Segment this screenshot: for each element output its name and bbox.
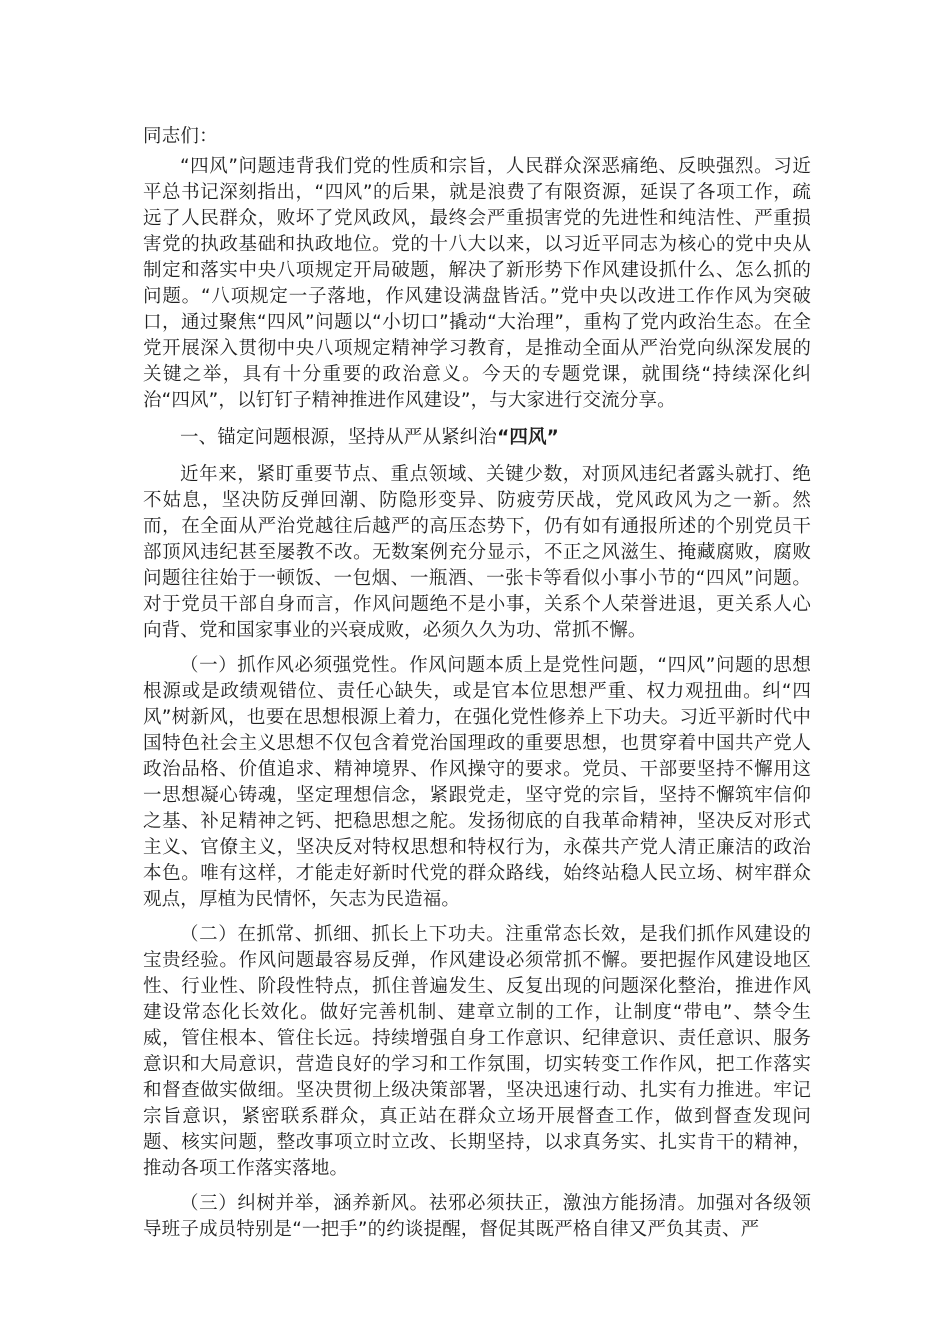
section-1-paragraph: 近年来，紧盯重要节点、重点领域、关键少数，对顶风违纪者露头就打、绝不姑息，坚决防反弹回潮、防隐形变异、防疲劳厌战，党风政风为之一新。然而，在全面从严治党越往后越严的高压态势下，仍有如有通报所述的个别党员干部顶风违纪甚至屡教不改。无数案例充分显示，不正之风滋生、掩藏腐败，腐败问题往往始于一顿饭、一包烟、一瓶酒、一张卡等看似小事小节的“四风”问题。对于党员干部自身而言，作风问题绝不是小事，关系个人荣誉进退，更关系人心向背、党和国家事业的兴衰成败，必须久久为功、常抓不懈。 <box>143 464 811 641</box>
subsection-3-paragraph: （三）纠树并举，涵养新风。祛邪必须扶正，激浊方能扬清。加强对各级领导班子成员特别是“一把手”的约谈提醒，督促其既严格自律又严负其责、严 <box>143 1193 811 1240</box>
salutation: 同志们： <box>143 126 218 147</box>
subsection-2-paragraph: （二）在抓常、抓细、抓长上下功夫。注重常态长效，是我们抓作风建设的宝贵经验。作风问题最容易反弹，作风建设必须常抓不懈。要把握作风建设地区性、行业性、阶段性特点，抓住普遍发生、反复出现的问题深化整治，推进作风建设常态化长效化。做好完善机制、建章立制的工作，让制度“带电”、禁令生威，管住根本、管住长远。持续增强自身工作意识、纪律意识、责任意识、服务意识和大局意识，营造良好的学习和工作氛围，切实转变工作作风，把工作落实和督查做实做细。坚决贯彻上级决策部署，坚决迅速行动、扎实有力推进。牢记宗旨意识，紧密联系群众，真正站在群众立场开展督查工作，做到督查发现问题、核实问题，整改事项立时立改、长期坚持，以求真务实、扎实肯干的精神，推动各项工作落实落地。 <box>143 924 811 1179</box>
section-1-heading-text: 一、锚定问题根源，坚持从严从紧纠治 <box>180 427 498 448</box>
document-body <box>143 122 811 1252</box>
subsection-1-paragraph: （一）抓作风必须强党性。作风问题本质上是党性问题，“四风”问题的思想根源或是政绩观错位、责任心缺失，或是官本位思想严重、权力观扭曲。纠“四风”树新风，也要在思想根源上着力，在强化党性修养上下功夫。习近平新时代中国特色社会主义思想不仅包含着党治国理政的重要思想，也贯穿着中国共产党人政治品格、价值追求、精神境界、作风操守的要求。党员、干部要坚持不懈用这一思想凝心铸魂，坚定理想信念，紧跟党走，坚守党的宗旨，坚持不懈筑牢信仰之基、补足精神之钙、把稳思想之舵。发扬彻底的自我革命精神，坚决反对形式主义、官僚主义，坚决反对特权思想和特权行为，永葆共产党人清正廉洁的政治本色。唯有这样，才能走好新时代党的群众路线，始终站稳人民立场、树牢群众观点，厚植为民情怀，矢志为民造福。 <box>143 655 811 910</box>
section-1-heading-quote: “四风” <box>497 427 559 448</box>
intro-paragraph: “四风”问题违背我们党的性质和宗旨，人民群众深恶痛绝、反映强烈。习近平总书记深刻指出，“四风”的后果，就是浪费了有限资源，延误了各项工作，疏远了人民群众，败坏了党风政风，最终会严重损害党的先进性和纯洁性、严重损害党的执政基础和执政地位。党的十八大以来，以习近平同志为核心的党中央从制定和落实中央八项规定开局破题，解决了新形势下作风建设抓什么、怎么抓的问题。“八项规定一子落地，作风建设满盘皆活。”党中央以改进工作作风为突破口，通过聚焦“四风”问题以“小切口”撬动“大治理”，重构了党内政治生态。在全党开展深入贯彻中央八项规定精神学习教育，是推动全面从严治党向纵深发展的关键之举，具有十分重要的政治意义。今天的专题党课，就围绕“持续深化纠治“四风”，以钉钉子精神推进作风建设”，与大家进行交流分享。 <box>143 156 811 411</box>
section-1-heading <box>143 423 811 453</box>
